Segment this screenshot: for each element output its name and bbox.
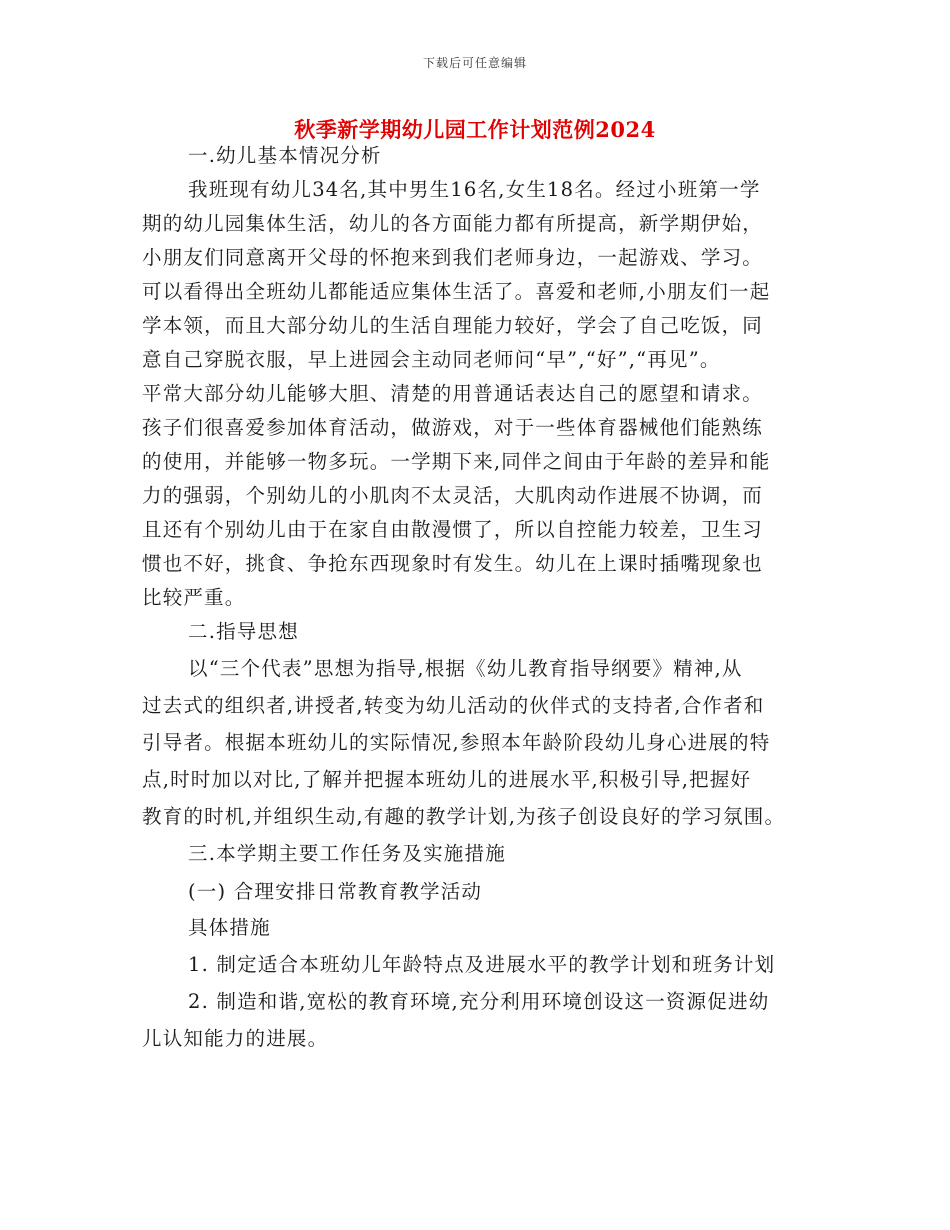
list-item: 2. 制造和谐,宽松的教育环境,充分利用环境创设这一资源促进幼 (188, 990, 770, 1013)
paragraph-line: 的使用，并能够一物多玩。一学期下来,同伴之间由于年龄的差异和能 (142, 450, 771, 473)
paragraph-line: 惯也不好，挑食、争抢东西现象时有发生。幼儿在上课时插嘴现象也 (142, 552, 764, 575)
header-note: 下载后可任意编辑 (422, 56, 527, 70)
paragraph-line: 儿认知能力的进展。 (142, 1027, 329, 1050)
paragraph-line: 学本领，而且大部分幼儿的生活自理能力较好，学会了自己吃饭，同 (142, 314, 764, 337)
section-heading-3: 三.本学期主要工作任务及实施措施 (188, 842, 506, 865)
paragraph-line: 期的幼儿园集体生活，幼儿的各方面能力都有所提高，新学期伊始， (142, 212, 764, 235)
paragraph-line: 力的强弱，个别幼儿的小肌肉不太灵活，大肌肉动作进展不协调，而 (142, 484, 764, 507)
paragraph-line: 小朋友们同意离开父母的怀抱来到我们老师身边，一起游戏、学习。 (142, 246, 764, 269)
paragraph-line: 教育的时机,并组织生动,有趣的教学计划,为孩子创设良好的学习氛围。 (142, 805, 786, 828)
paragraph-line: 孩子们很喜爱参加体育活动，做游戏，对于一些体育器械他们能熟练 (142, 416, 764, 439)
subheading-measures: 具体措施 (188, 916, 271, 939)
paragraph-line: 以“三个代表”思想为指导,根据《幼儿教育指导纲要》精神,从 (188, 657, 743, 680)
paragraph-line: 比较严重。 (142, 586, 246, 609)
paragraph-line: 点,时时加以对比,了解并把握本班幼儿的进展水平,积极引导,把握好 (142, 768, 752, 791)
paragraph-line: 平常大部分幼儿能够大胆、清楚的用普通话表达自己的愿望和请求。 (142, 382, 764, 405)
document-title: 秋季新学期幼儿园工作计划范例2024 (294, 117, 656, 142)
list-item: 1. 制定适合本班幼儿年龄特点及进展水平的教学计划和班务计划 (188, 953, 776, 976)
paragraph-line: 过去式的组织者,讲授者,转变为幼儿活动的伙伴式的支持者,合作者和 (142, 694, 765, 717)
subsection-heading: (一) 合理安排日常教育教学活动 (188, 880, 483, 903)
paragraph-line: 且还有个别幼儿由于在家自由散漫惯了，所以自控能力较差，卫生习 (142, 518, 764, 541)
paragraph-line: 意自己穿脱衣服，早上进园会主动同老师问“早”,“好”,“再见”。 (142, 348, 721, 371)
section-heading-2: 二.指导思想 (188, 620, 299, 643)
paragraph-line: 引导者。根据本班幼儿的实际情况,参照本年龄阶段幼儿身心进展的特 (142, 731, 771, 754)
section-heading-1: 一.幼儿基本情况分析 (188, 144, 382, 167)
paragraph-line: 我班现有幼儿34名,其中男生16名,女生18名。经过小班第一学 (188, 178, 761, 201)
paragraph-line: 可以看得出全班幼儿都能适应集体生活了。喜爱和老师,小朋友们一起 (142, 280, 771, 303)
